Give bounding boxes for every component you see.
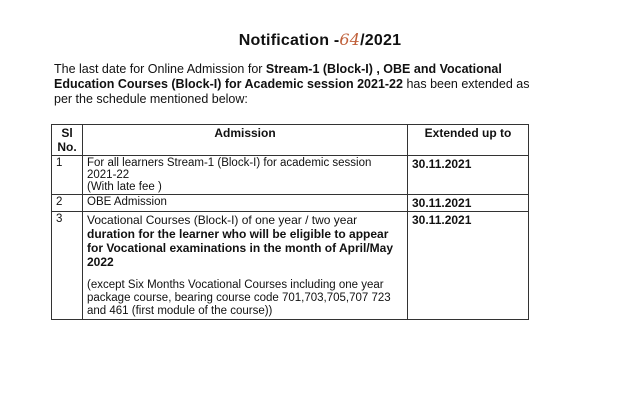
row-admission [83,156,408,195]
row-sl: 1 [52,156,83,195]
intro-text-end: has been extended as per the schedule mentioned below: [54,77,530,106]
admission-note: (except Six Months Vocational Courses including one year package course, bearing course code 701,703,705,707 723 and 461 (first module of the course)) [87,279,391,317]
header-extended: Extended up to [408,125,529,156]
row-date: 30.11.2021 [408,156,529,195]
table-row [52,212,529,320]
row-sl: 3 [52,212,83,320]
title-suffix: /2021 [360,32,402,49]
schedule-table [51,124,529,320]
row-date: 30.11.2021 [408,195,529,212]
table-row [52,195,529,212]
admission-note: (With late fee ) [87,181,162,193]
page-title [0,30,640,50]
title-prefix: Notification - [238,32,340,49]
admission-line2: duration for the learner who will be eligible to appear for Vocational examinations in the month of April/May 2022 [87,227,394,269]
row-date: 30.11.2021 [408,212,529,320]
header-admission: Admission [83,125,408,156]
intro-bold-text: Stream-1 (Block-I) , OBE and Vocational Education Courses (Block-I) for Academic session 2021-22 [54,62,502,91]
row-admission: OBE Admission [83,195,408,212]
admission-line1: Vocational Courses (Block-I) of one year / two year [87,213,358,227]
intro-paragraph [54,62,544,107]
title-handwritten-number: 64 [339,30,361,49]
table-header-row [52,125,529,156]
row-admission [83,212,408,320]
row-sl: 2 [52,195,83,212]
admission-main: For all learners Stream-1 (Block-I) for academic session 2021-22 [87,157,372,181]
header-sl: Sl No. [52,125,83,156]
intro-text-start: The last date for Online Admission for [54,62,266,76]
table-row [52,156,529,195]
